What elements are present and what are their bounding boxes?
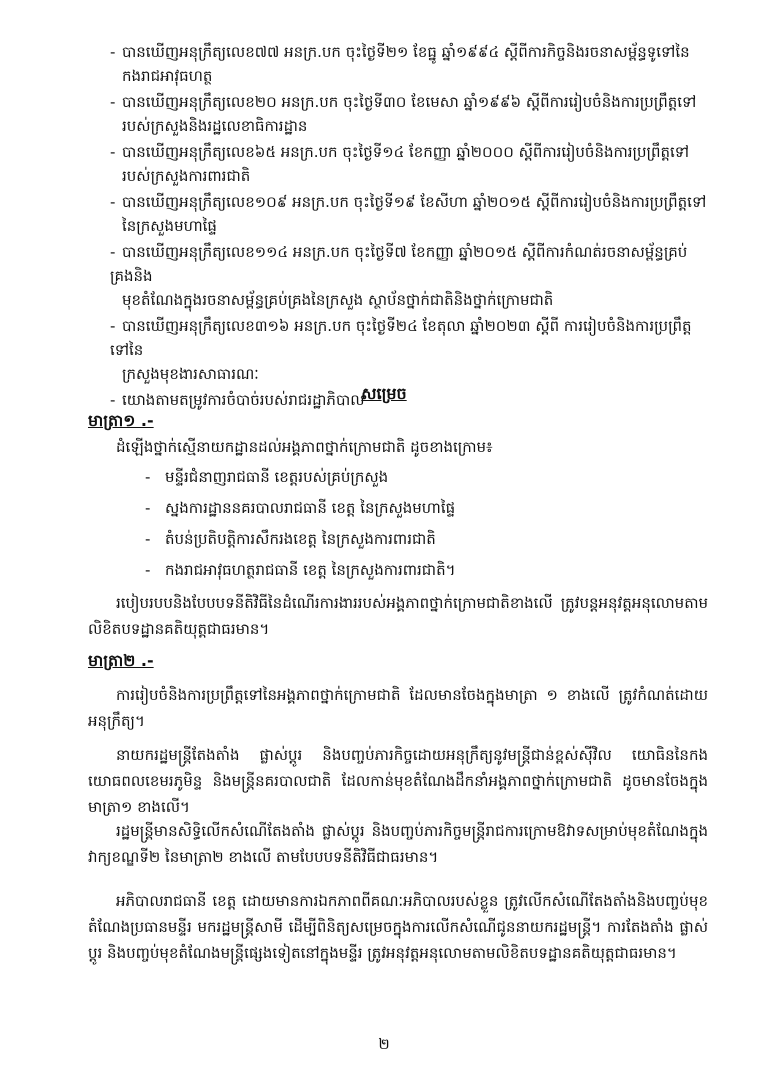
- preamble-item: - បានឃើញអនុក្រឹត្យលេខ១០៩ អនក្រ.បក ចុះថ្ងៃទី១៩ ខែសីហា ឆ្នាំ២០១៥ ស្ដីពីការរៀបចំនិងការប្រព្រឹត្តទៅ នៃក្រសួងមហាផ្ទៃ: [110, 193, 707, 235]
- preamble-item: - បានឃើញអនុក្រឹត្យលេខ២០ អនក្រ.បក ចុះថ្ងៃទី៣០ ខែមេសា ឆ្នាំ១៩៩៦ ស្ដីពីការរៀបចំនិងការប្រព្រឹត្តទៅ របស់ក្រសួងនិងរដ្ឋលេខាធិការដ្ឋាន: [110, 93, 697, 135]
- preamble-item: - បានឃើញអនុក្រឹត្យលេខ៣១៦ អនក្រ.បក ចុះថ្ងៃទី២៤ ខែតុលា ឆ្នាំ២០២៣ ស្ដីពី ការរៀបចំនិងការប្រព្រឹត្តទៅនៃ ក្រសួងមុខងារសាធារណៈ: [110, 317, 692, 383]
- preamble-item: - បានឃើញអនុក្រឹត្យលេខ៧៧ អនក្រ.បក ចុះថ្ងៃទី២១ ខែធ្នូ ឆ្នាំ១៩៩៤ ស្ដីពីការកិច្ចនិងរចនាសម្ព័ន្ធទូទៅនៃ កងរាជអាវុធហត្ថ: [110, 43, 690, 85]
- decision-title: សម្រេច: [361, 384, 407, 403]
- article-2-paragraph-3: រដ្ឋមន្ត្រីមានសិទ្ធិលើកសំណើតែងតាំង ផ្លាស់ប្តូរ និងបញ្ចប់ភារកិច្ចមន្ត្រីរាជការក្រោមឱវាទសម្រាប់មុខតំណែងក្នុងវាក្យខណ្ឌទី២ នៃមាត្រា២ ខាងលើ តាមបែបបទនីតិវិធីជាធរមាន។: [88, 822, 708, 866]
- list-item: - តំបន់ប្រតិបត្តិការសឹករងខេត្ត នៃក្រសួងការពារជាតិ: [145, 530, 436, 548]
- page-number: ២: [378, 1035, 390, 1053]
- article-1-closing: របៀបរបបនិងបែបបទនីតិវិធីនៃដំណើរការងាររបស់អង្គភាពថ្នាក់ក្រោមជាតិខាងលើ ត្រូវបន្តអនុវត្តអនុលោមតាមលិខិតបទដ្ឋានគតិយុត្តជាធរមាន។: [88, 594, 708, 638]
- article-2-paragraph-4: អភិបាលរាជធានី ខេត្ត ដោយមានការឯកភាពពីគណៈអភិបាលរបស់ខ្លួន ត្រូវលើកសំណើតែងតាំងនិងបញ្ចប់មុខតំណែងប្រធានមន្ទីរ មករដ្ឋមន្ត្រីសាមី ដើម្បីពិនិត្យសម្រេចក្នុងការលើកសំណើជូននាយករដ្ឋមន្ត្រី។ ការតែងតាំង ផ្លាស់ប្តូរ និងបញ្ចប់មុខតំណែងមន្ត្រីផ្សេងទៀតនៅក្នុងមន្ទីរ ត្រូវអនុវត្តអនុលោមតាមលិខិតបទដ្ឋានគតិយុត្តជាធរមាន។: [88, 892, 708, 962]
- article-1-heading: មាត្រា១ .-: [88, 411, 154, 430]
- article-2-paragraph-1: ការរៀបចំនិងការប្រព្រឹត្តទៅនៃអង្គភាពថ្នាក់ក្រោមជាតិ ដែលមានចែងក្នុងមាត្រា ១ ខាងលើ ត្រូវកំណត់ដោយអនុក្រឹត្យ។: [88, 686, 708, 730]
- article-2-heading: មាត្រា២ .-: [88, 651, 154, 670]
- preamble-list: [110, 40, 710, 414]
- list-item: - មន្ទីរជំនាញរាជធានី ខេត្តរបស់គ្រប់ក្រសួង: [145, 468, 389, 486]
- list-item: - ស្នងការដ្ឋាននគរបាលរាជធានី ខេត្ត នៃក្រសួងមហាផ្ទៃ: [145, 499, 456, 517]
- article-1-list: [145, 466, 705, 590]
- list-item: - កងរាជអាវុធហត្ថរាជធានី ខេត្ត នៃក្រសួងការពារជាតិ។: [145, 561, 456, 579]
- article-1-intro: ដំឡើងថ្នាក់ស្មើនាយកដ្ឋានដល់អង្គភាពថ្នាក់ក្រោមជាតិ ដូចខាងក្រោម៖: [116, 438, 493, 456]
- preamble-item: - បានឃើញអនុក្រឹត្យលេខ៦៥ អនក្រ.បក ចុះថ្ងៃទី១៤ ខែកញ្ញា ឆ្នាំ២០០០ ស្ដីពីការរៀបចំនិងការប្រព្រឹត្តទៅ របស់ក្រសួងការពារជាតិ: [110, 143, 690, 185]
- article-2-paragraph-2: នាយករដ្ឋមន្ត្រីតែងតាំង ផ្លាស់ប្តូរ និងបញ្ចប់ភារកិច្ចដោយអនុក្រឹត្យនូវមន្ត្រីជាន់ខ្ពស់ស៊ីវិល យោធិននៃកងយោធពលខេមរភូមិន្ទ និងមន្ត្រីនគរបាលជាតិ ដែលកាន់មុខតំណែងដឹកនាំអង្គភាពថ្នាក់ក្រោមជាតិ ដូចមានចែងក្នុងមាត្រា១ ខាងលើ។: [88, 746, 708, 816]
- preamble-item: - យោងតាមតម្រូវការចំបាច់របស់រាជរដ្ឋាភិបាល: [110, 391, 365, 409]
- preamble-item: - បានឃើញអនុក្រឹត្យលេខ១១៤ អនក្រ.បក ចុះថ្ងៃទី៧ ខែកញ្ញា ឆ្នាំ២០១៥ ស្ដីពីការកំណត់រចនាសម្ព័ន្ធគ្រប់គ្រងនិង មុខតំណែងក្នុងរចនាសម្ព័ន្ធគ្រប់គ្រងនៃក្រសួង ស្ថាប័នថ្នាក់ជាតិនិងថ្នាក់ក្រោមជាតិ: [110, 243, 688, 309]
